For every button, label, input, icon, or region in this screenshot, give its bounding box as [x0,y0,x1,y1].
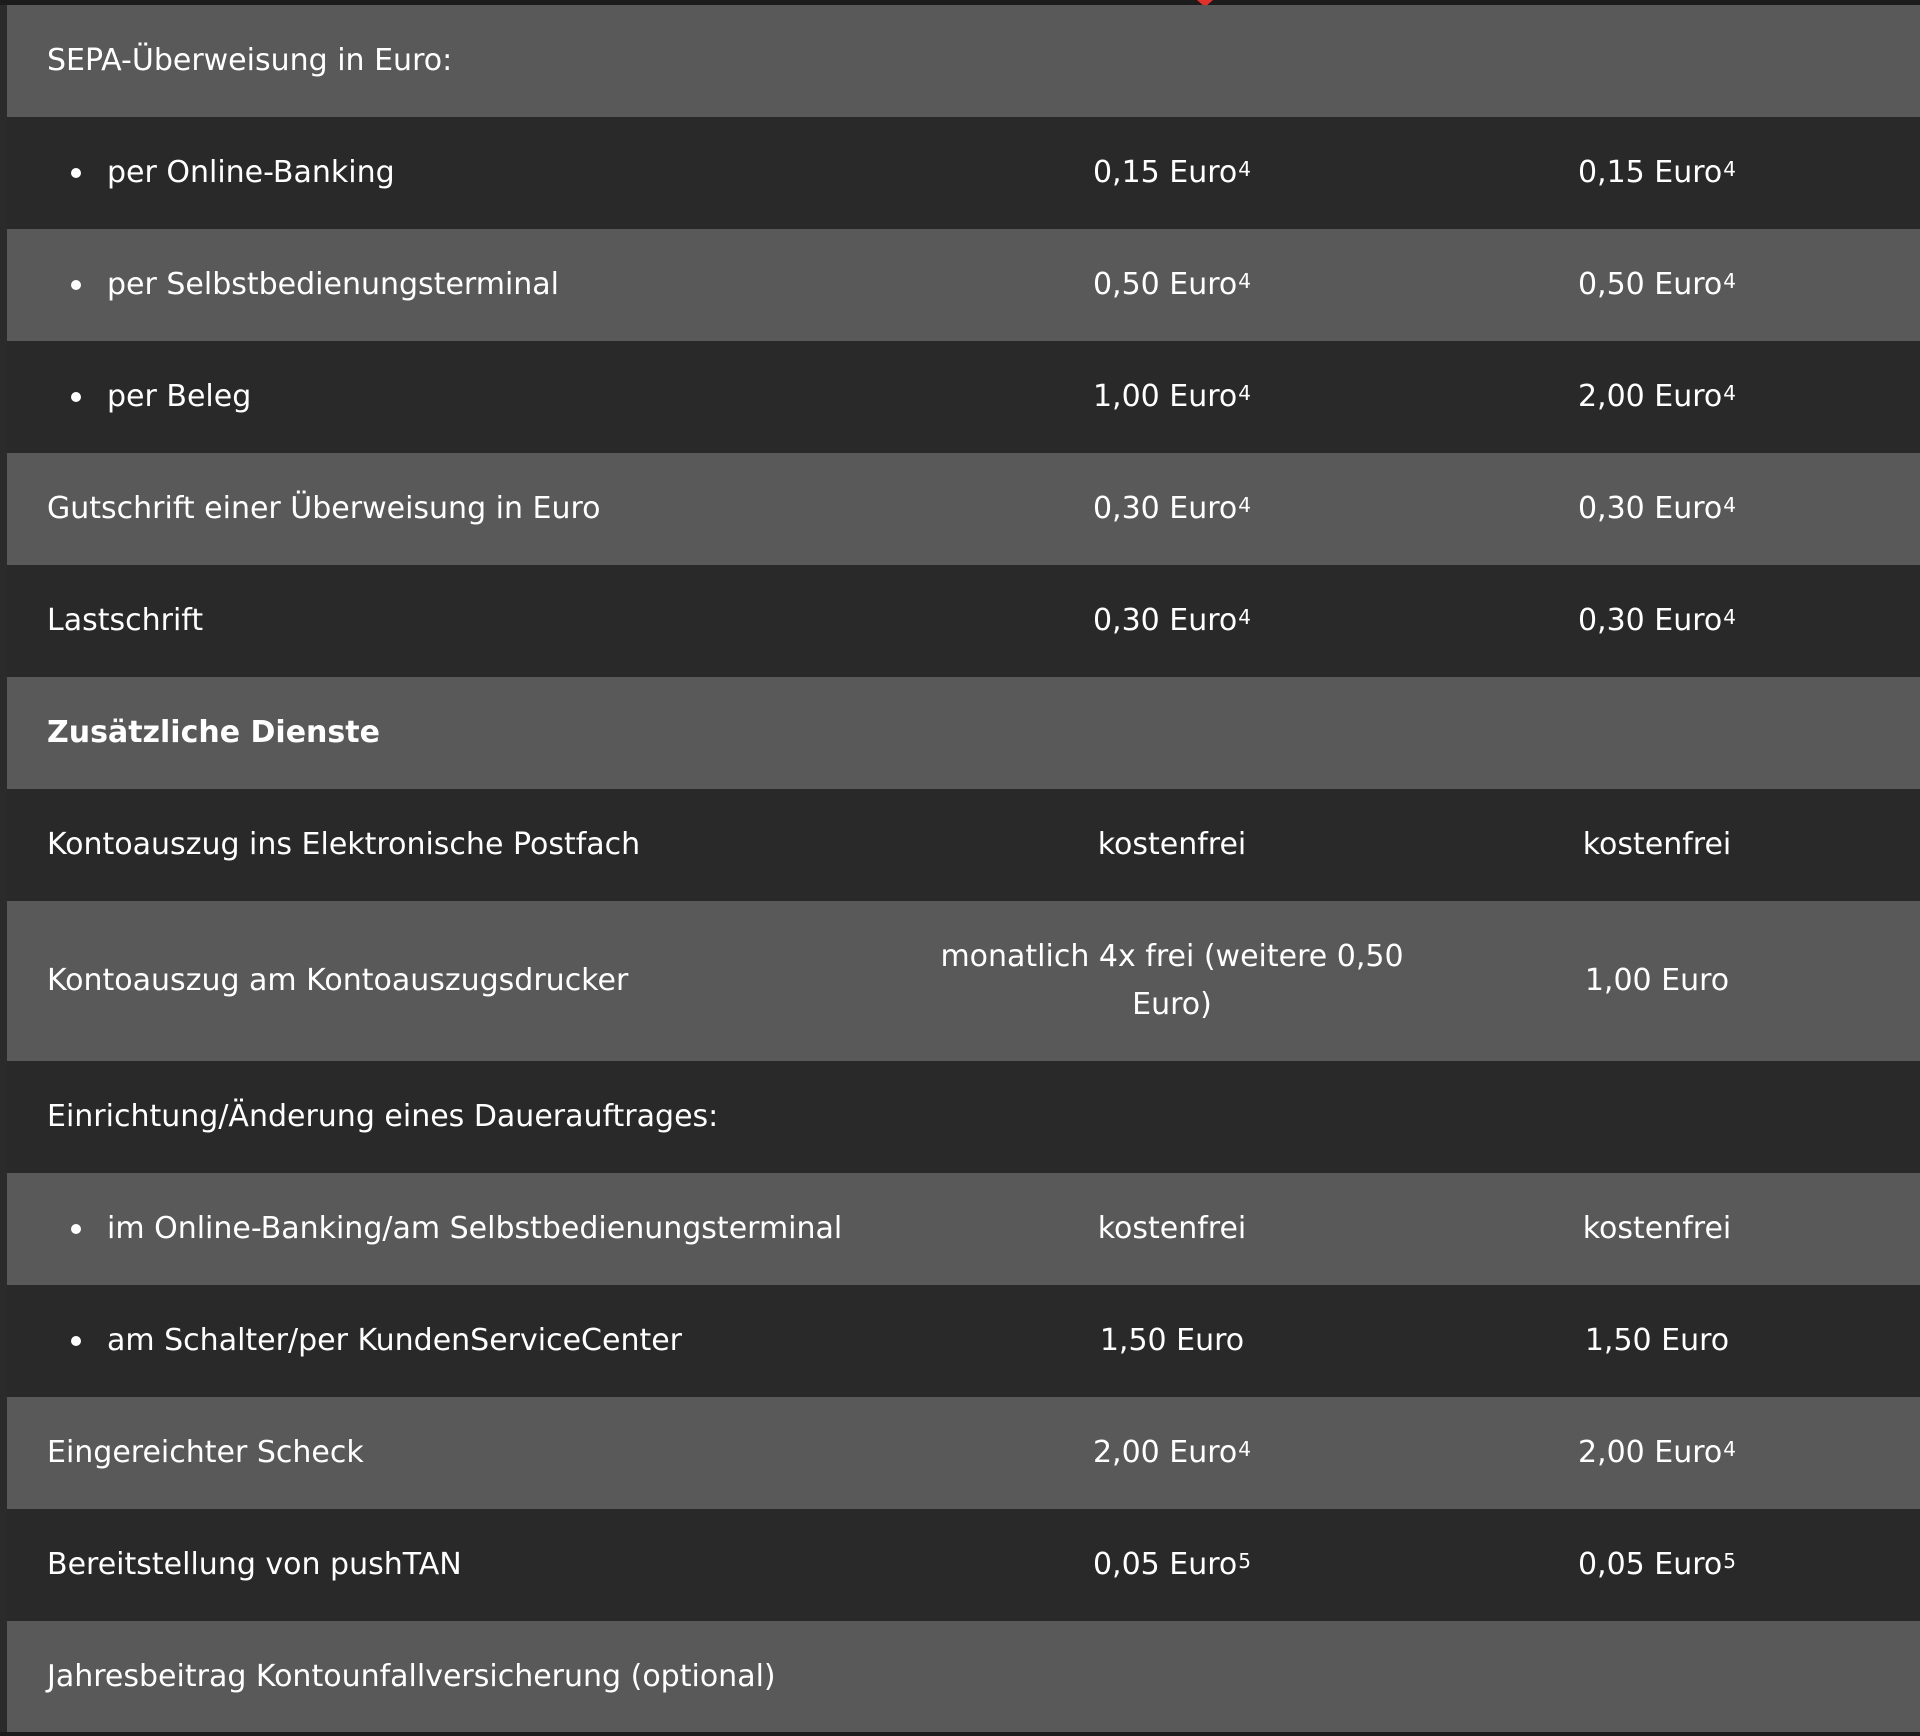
fee-col2 [1437,1285,1877,1397]
table-row [7,565,1920,677]
fee-table [7,5,1920,1732]
fee-value: kostenfrei [1582,827,1732,862]
table-row [7,1061,1920,1173]
fee-value: kostenfrei [1097,1211,1247,1246]
fee-value: 2,00 Euro [1577,1435,1723,1470]
fee-value: 0,15 Euro [1577,155,1723,190]
fee-col2: 2,00 Euro $^4$ [1437,1397,1877,1509]
row-label: Eingereichter Scheck [47,1435,364,1470]
fee-value: 1,50 Euro [1584,1323,1730,1358]
fee-col2 [1437,1173,1877,1285]
row-label-text: im Online-Banking/am Selbstbedienungsterminal [107,1211,843,1246]
bullet-icon [71,280,81,290]
row-label: Kontoauszug ins Elektronische Postfach [47,827,641,862]
fee-value: 0,50 Euro [1577,267,1723,302]
row-label: Einrichtung/Änderung eines Dauerauftrages: [47,1099,719,1134]
fee-col1 [937,789,1407,901]
table-row [7,5,1920,117]
table-row [7,1397,1920,1509]
table-row [7,789,1920,901]
table-row [7,1621,1920,1733]
fee-value: 1,00 Euro [1584,963,1730,998]
section-heading [47,677,380,789]
table-row [7,341,1920,453]
fee-col2 [1437,901,1877,1061]
row-label-text: per Online-Banking [107,155,395,190]
table-row [7,677,1920,789]
row-label-text: am Schalter/per KundenServiceCenter [107,1323,683,1358]
fee-col1: 0,15 Euro $^4$ [937,117,1407,229]
fee-value: 0,30 Euro [1577,491,1723,526]
fee-value: kostenfrei [1582,1211,1732,1246]
row-label: Bereitstellung von pushTAN [47,1547,462,1582]
fee-value: 0,05 Euro [1092,1547,1238,1582]
fee-col2: 0,05 Euro $^5$ [1437,1509,1877,1621]
row-label: Jahresbeitrag Kontounfallversicherung (optional) [47,1659,776,1694]
fee-col1: 0,30 Euro $^4$ [937,565,1407,677]
bullet-icon [71,392,81,402]
row-label [71,117,395,229]
fee-col1: 0,50 Euro $^4$ [937,229,1407,341]
fee-col2: 0,50 Euro $^4$ [1437,229,1877,341]
fee-value: 0,50 Euro [1092,267,1238,302]
table-row [7,1285,1920,1397]
fee-col2: 0,30 Euro $^4$ [1437,565,1877,677]
fee-value: kostenfrei [1097,827,1247,862]
table-row [7,901,1920,1061]
row-label: Lastschrift [47,603,204,638]
section-heading-text: Zusätzliche Dienste [47,715,380,750]
fee-col1 [937,1285,1407,1397]
fee-value-line: Euro) [1132,987,1212,1022]
fee-value: 0,05 Euro [1577,1547,1723,1582]
fee-col1: 1,00 Euro $^4$ [937,341,1407,453]
table-row [7,117,1920,229]
table-row [7,1509,1920,1621]
fee-col1: 0,05 Euro $^5$ [937,1509,1407,1621]
bottom-edge [0,1732,1920,1736]
fee-value: 2,00 Euro [1092,1435,1238,1470]
table-row [7,1173,1920,1285]
fee-col2: 0,30 Euro $^4$ [1437,453,1877,565]
fee-value: 0,15 Euro [1092,155,1238,190]
fee-col1: 2,00 Euro $^4$ [937,1397,1407,1509]
fee-value: 0,30 Euro [1577,603,1723,638]
fee-value: 0,30 Euro [1092,603,1238,638]
row-label [71,229,559,341]
bullet-icon [71,1336,81,1346]
fee-col2 [1437,789,1877,901]
fee-col1 [937,901,1407,1061]
row-label [71,1285,682,1397]
fee-value: 1,50 Euro [1099,1323,1245,1358]
bullet-icon [71,168,81,178]
fee-value [940,933,1403,1029]
table-row [7,229,1920,341]
fee-col2: 0,15 Euro $^4$ [1437,117,1877,229]
row-label: SEPA-Überweisung in Euro: [47,43,453,78]
fee-value: 1,00 Euro [1092,379,1238,414]
row-label-text: per Selbstbedienungsterminal [107,267,560,302]
row-label: Kontoauszug am Kontoauszugsdrucker [47,963,629,998]
fee-value: 0,30 Euro [1092,491,1238,526]
fee-col2: 2,00 Euro $^4$ [1437,341,1877,453]
row-label: Gutschrift einer Überweisung in Euro [47,491,601,526]
fee-value: 2,00 Euro [1577,379,1723,414]
fee-col1: 0,30 Euro $^4$ [937,453,1407,565]
bullet-icon [71,1224,81,1234]
row-label-text: per Beleg [107,379,252,414]
row-label [71,341,251,453]
fee-col1 [937,1173,1407,1285]
row-label [71,1173,842,1285]
fee-value-line: monatlich 4x frei (weitere 0,50 [940,939,1404,974]
table-row [7,453,1920,565]
